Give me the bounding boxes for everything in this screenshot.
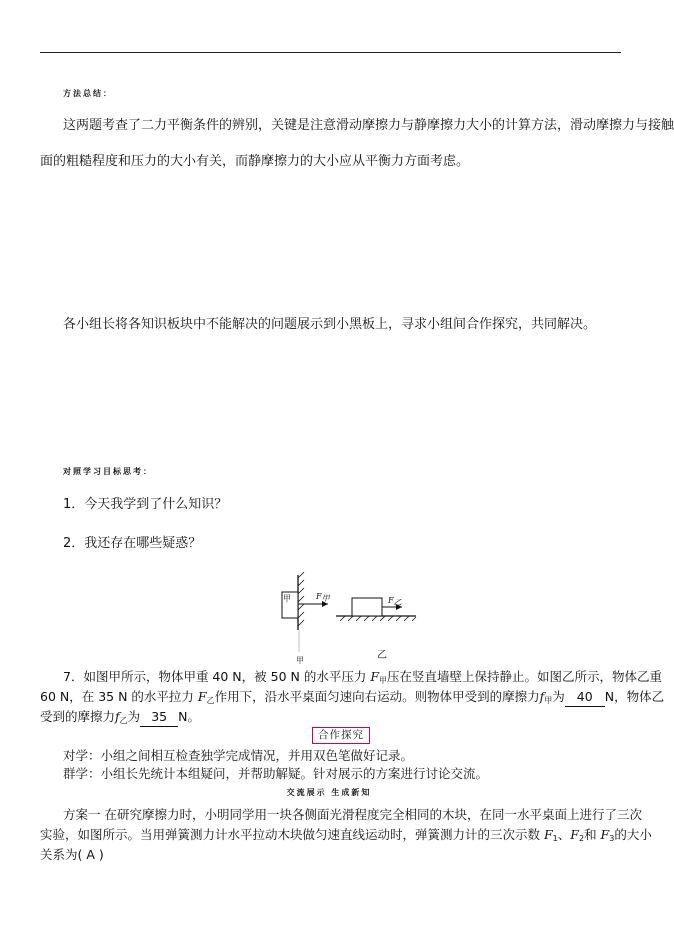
pair-study-text: 对学：小组之间相互检查独学完成情况，并用双色笔做好记录。 [63,748,414,763]
cooperation-title: 合作探究 [312,727,370,744]
reflection-heading: 对照学习目标思考： [63,466,153,476]
scheme-line-1: 方案一 在研究摩擦力时，小明同学用一块各侧面光滑程度完全相同的木块，在同一水平桌面上进行了三次 [63,807,642,822]
answer-blank-1: 40 [565,688,605,707]
table-diagram [336,598,416,621]
summary-line-2: 面的粗糙程度和压力的大小有关，而静摩擦力的大小应从平衡力方面考虑。 [40,154,470,169]
summary-line-1: 这两题考查了二力平衡条件的辨别，关键是注意滑动摩擦力与静摩擦力大小的计算方法，滑动摩擦力与接触 [63,118,674,133]
scheme-line-3: 关系为( A ) [40,847,104,862]
wall-diagram [282,572,328,652]
figure-caption-yi: 乙 [377,650,387,661]
header-rule [40,52,621,53]
figure-caption-jia: 甲 [296,656,304,665]
exchange-subtitle: 交流展示 生成新知 [286,787,372,797]
reflection-question-1: 1．今天我学到了什么知识？ [63,497,228,512]
problem-7-line-1: 7．如图甲所示，物体甲重 40 N，被 50 N 的水平压力 $F_甲$压在竖直墙壁上保持静止。如图乙所示，物体乙重 [63,669,663,685]
answer-blank-2: 35 [140,708,178,727]
problem-7-line-2: 60 N，在 35 N 的水平拉力 $F_乙$作用下，沿水平桌面匀速向右运动。则物体甲受到的摩擦力$f_甲$为 40 N，物体乙 [40,689,665,705]
physics-figure [270,570,420,660]
summary-heading: 方法总结： [63,88,113,98]
figure-force-left: F甲 [316,592,330,603]
group-study-text: 群学：小组长先统计本组疑问，并帮助解疑。针对展示的方案进行讨论交流。 [63,766,489,781]
group-instruction: 各小组长将各知识板块中不能解决的问题展示到小黑板上，寻求小组间合作探究，共同解决。 [63,317,597,332]
figure-label-jia: 甲 [283,594,291,603]
problem-7-line-3: 受到的摩擦力$f_乙$为 35 N。 [40,709,201,725]
reflection-question-2: 2．我还存在哪些疑惑？ [63,536,202,551]
figure-force-right: F乙 [388,596,402,607]
block-yi [352,598,382,616]
scheme-line-2: 实验，如图所示。当用弹簧测力计水平拉动木块做匀速直线运动时，弹簧测力计的三次示数 $F_1$、$F_2$和 $F_3$的大小 [40,827,652,843]
